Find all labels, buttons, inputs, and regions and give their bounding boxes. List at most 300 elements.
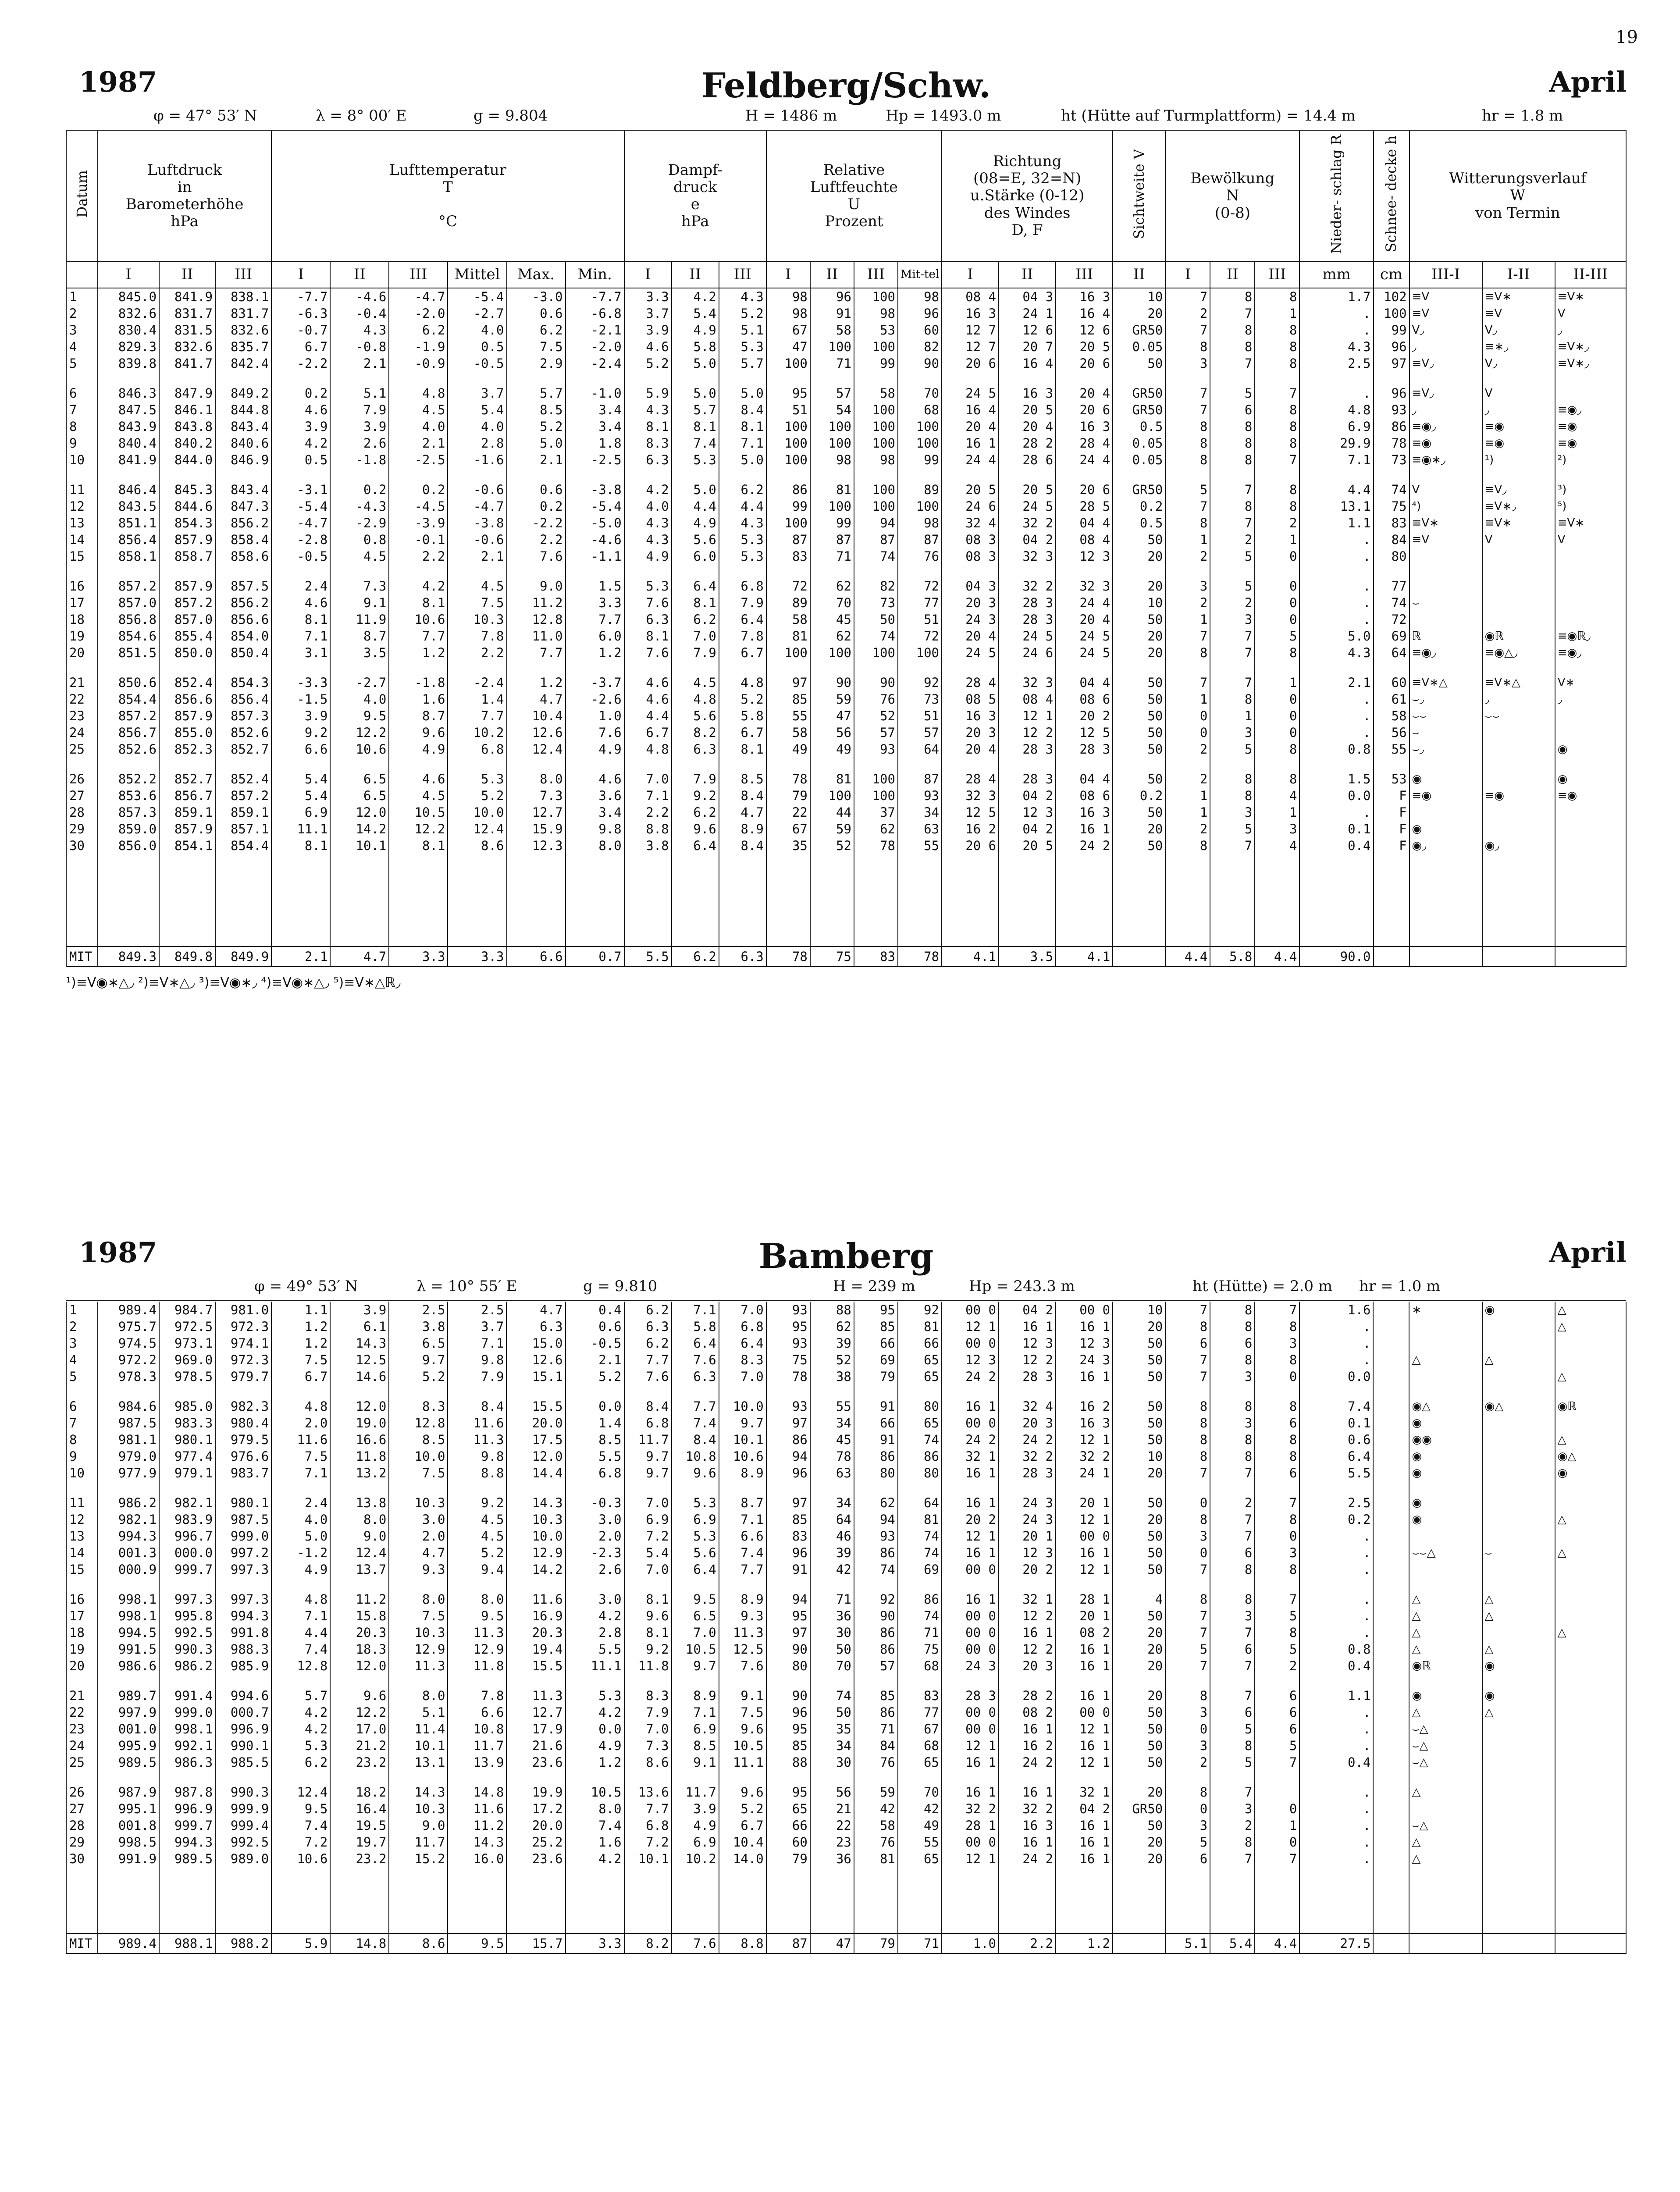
table-cell: 20 — [1113, 1687, 1165, 1704]
table-cell: 4.5 — [448, 1528, 506, 1544]
table-cell: 5.0 — [1299, 628, 1373, 644]
table-cell: 24 2 — [942, 1431, 999, 1448]
table-cell: 32 2 — [999, 515, 1056, 531]
table-cell: 10.0 — [506, 1528, 565, 1544]
table-cell: 20 4 — [999, 418, 1056, 435]
barometer-height: Hp = 1493.0 m — [886, 107, 1001, 125]
table-cell: 30 — [810, 1624, 854, 1641]
table-cell: 4.2 — [566, 1608, 624, 1624]
table-cell: 25.2 — [506, 1834, 565, 1850]
table-cell: 7 — [1210, 1511, 1255, 1528]
table-cell: -4.6 — [566, 531, 624, 548]
table-cell: 2.5 — [389, 1302, 448, 1318]
table-cell: 2 — [1210, 1817, 1255, 1834]
table-cell: 5.0 — [719, 385, 766, 402]
table-cell — [1555, 1704, 1626, 1721]
table-cell: 100 — [810, 435, 854, 452]
table-cell: 4.9 — [672, 322, 719, 338]
table-cell: 3.7 — [448, 385, 506, 402]
table-cell: 16 1 — [1056, 1850, 1113, 1867]
table-cell: ≡∗◞ — [1482, 338, 1555, 355]
table-cell: 95 — [766, 1318, 810, 1335]
table-cell: 989.7 — [98, 1687, 159, 1704]
table-cell: ≡V∗ — [1409, 515, 1482, 531]
table-cell: . — [1299, 1834, 1373, 1850]
table-cell — [1373, 1591, 1409, 1608]
table-cell: 999.0 — [159, 1704, 215, 1721]
table-cell: 8.0 — [330, 1511, 389, 1528]
table-cell: ◉ — [1409, 1448, 1482, 1465]
table-cell: 16 1 — [999, 1318, 1056, 1335]
table-cell: 1.4 — [566, 1415, 624, 1431]
table-cell: 28 4 — [942, 674, 999, 691]
table-cell — [1555, 1817, 1626, 1834]
table-cell: 0.4 — [566, 1302, 624, 1318]
table-cell: 0.0 — [1299, 787, 1373, 804]
table-cell: 24 5 — [942, 644, 999, 661]
table-cell: 0.8 — [330, 531, 389, 548]
table-cell: 92 — [854, 1591, 898, 1608]
table-cell: 11.1 — [271, 821, 330, 837]
table-cell: △ — [1555, 1431, 1626, 1448]
table-cell: 1 — [1165, 787, 1210, 804]
table-cell: 8 — [1210, 771, 1255, 787]
table-cell: 856.7 — [159, 787, 215, 804]
table-cell: . — [1299, 1318, 1373, 1335]
table-cell: 2.1 — [271, 947, 330, 967]
table-cell: 3 — [1165, 1737, 1210, 1754]
table-cell: 16 1 — [1056, 1737, 1113, 1754]
table-cell: 50 — [1113, 1398, 1165, 1415]
table-cell: 2 — [1165, 548, 1210, 565]
table-cell: 8 — [1255, 418, 1299, 435]
table-cell: 3 — [1255, 821, 1299, 837]
table-cell: 5.4 — [624, 1544, 672, 1561]
table-cell: 3.7 — [624, 305, 672, 322]
table-cell: 857.3 — [215, 708, 271, 724]
table-cell: -2.7 — [448, 305, 506, 322]
table-cell: 7 — [1165, 322, 1210, 338]
table-cell: 7.9 — [672, 771, 719, 787]
table-cell: -3.8 — [448, 515, 506, 531]
table-cell: 1.5 — [566, 578, 624, 594]
table-cell: ◉ — [1482, 1302, 1555, 1318]
table-cell: 15 — [66, 1561, 98, 1578]
table-cell: 08 3 — [942, 548, 999, 565]
table-cell: 20 4 — [1056, 611, 1113, 628]
table-cell: 15.5 — [506, 1658, 565, 1674]
table-row — [66, 578, 1626, 594]
table-cell: 7 — [1210, 1465, 1255, 1481]
table-cell: 7.6 — [719, 1658, 766, 1674]
table-cell: 989.4 — [98, 1302, 159, 1318]
table-cell: 50 — [1113, 724, 1165, 741]
table-cell: 10.2 — [448, 724, 506, 741]
table-cell: V◞ — [1482, 355, 1555, 372]
table-cell: 16 4 — [942, 402, 999, 418]
table-cell: △ — [1555, 1544, 1626, 1561]
table-cell: 28 3 — [1056, 741, 1113, 758]
table-cell: 20 — [66, 644, 98, 661]
table-cell: 986.3 — [159, 1754, 215, 1771]
table-cell: -5.4 — [448, 288, 506, 305]
table-cell: 90 — [898, 355, 942, 372]
table-cell — [1374, 947, 1409, 967]
table-cell: 13.2 — [330, 1465, 389, 1481]
table-cell: 68 — [898, 402, 942, 418]
table-cell: 24 1 — [1056, 1465, 1113, 1481]
station-name: Bamberg — [758, 1236, 934, 1276]
table-cell: 0.1 — [1299, 1415, 1373, 1431]
table-cell: 4.7 — [506, 1302, 565, 1318]
monthly-mean-row — [66, 947, 1626, 967]
table-cell: 1.4 — [448, 691, 506, 708]
table-cell: △ — [1482, 1608, 1555, 1624]
table-cell: 15.0 — [506, 1335, 565, 1352]
table-cell: 16 1 — [1056, 1318, 1113, 1335]
table-cell: 7.5 — [389, 1465, 448, 1481]
table-cell: 7.1 — [448, 1335, 506, 1352]
table-cell: . — [1299, 804, 1373, 821]
table-cell: 10.3 — [448, 611, 506, 628]
table-cell: 847.5 — [98, 402, 159, 418]
table-cell: 64 — [1374, 644, 1409, 661]
table-cell: 9.2 — [624, 1641, 672, 1658]
table-cell: 5 — [1165, 1641, 1210, 1658]
table-cell: 10.6 — [330, 741, 389, 758]
table-cell: 989.4 — [98, 1933, 159, 1954]
table-cell: 1 — [1165, 611, 1210, 628]
row-spacer — [66, 893, 1626, 907]
table-cell: 7 — [1210, 1528, 1255, 1544]
table-cell: 846.4 — [98, 481, 159, 498]
table-cell: 996.9 — [159, 1801, 215, 1817]
table-cell: 5.2 — [566, 1368, 624, 1385]
table-cell: 72 — [1374, 611, 1409, 628]
table-cell: 8 — [1255, 435, 1299, 452]
table-cell: 98 — [854, 305, 898, 322]
datum-header: Datum — [73, 170, 90, 218]
table-cell: 6.3 — [672, 741, 719, 758]
table-cell: 50 — [1113, 804, 1165, 821]
table-cell: 16 3 — [999, 1817, 1056, 1834]
table-cell: ℝ — [1409, 628, 1482, 644]
table-cell: 9.7 — [624, 1465, 672, 1481]
table-cell: 8.0 — [448, 1591, 506, 1608]
table-cell: 100 — [898, 498, 942, 515]
table-cell: 100 — [854, 288, 898, 305]
table-cell: 11.1 — [566, 1658, 624, 1674]
table-cell: 0.4 — [1299, 1658, 1373, 1674]
table-cell: 12.0 — [330, 1658, 389, 1674]
table-cell: 985.9 — [215, 1658, 271, 1674]
table-cell: 12 2 — [999, 1608, 1056, 1624]
table-cell: 852.3 — [159, 741, 215, 758]
table-cell: 8 — [1210, 452, 1255, 468]
table-cell: 6.8 — [719, 1318, 766, 1335]
table-cell: 7 — [1255, 1495, 1299, 1511]
table-cell: 9.0 — [389, 1817, 448, 1834]
data-rows — [66, 1302, 1626, 1954]
table-cell: 70 — [898, 385, 942, 402]
table-cell: 16 1 — [999, 1624, 1056, 1641]
table-cell: 12.2 — [330, 1704, 389, 1721]
table-cell: -3.8 — [566, 481, 624, 498]
table-cell: 5.6 — [672, 531, 719, 548]
table-cell: 5 — [1210, 1754, 1255, 1771]
table-cell: 986.6 — [98, 1658, 159, 1674]
table-cell: 4.8 — [1299, 402, 1373, 418]
table-cell: 10 — [1113, 1302, 1165, 1318]
table-cell: 8 — [1210, 1318, 1255, 1335]
table-cell: 997.3 — [159, 1591, 215, 1608]
table-cell: 18.3 — [330, 1641, 389, 1658]
table-cell: 91 — [766, 1561, 810, 1578]
table-row — [66, 1624, 1626, 1641]
table-cell: 79 — [766, 787, 810, 804]
table-cell: 52 — [854, 708, 898, 724]
table-cell: 52 — [810, 1352, 854, 1368]
table-cell — [1373, 1302, 1409, 1318]
table-cell: 2.5 — [1299, 355, 1373, 372]
table-cell: -2.7 — [330, 674, 389, 691]
table-cell: 976.6 — [215, 1448, 271, 1465]
table-cell: 12 5 — [1056, 724, 1113, 741]
table-cell: 86 — [766, 481, 810, 498]
table-cell: 4 — [1113, 1591, 1165, 1608]
table-cell: 16.4 — [330, 1801, 389, 1817]
table-cell: 9.6 — [389, 724, 448, 741]
table-cell: 16 — [66, 1591, 98, 1608]
table-cell: 857.2 — [98, 708, 159, 724]
table-cell: 994.3 — [215, 1608, 271, 1624]
table-cell: 4.9 — [566, 1737, 624, 1754]
table-cell: 6.2 — [719, 481, 766, 498]
table-cell: △ — [1409, 1784, 1482, 1801]
table-cell: 10.3 — [389, 1495, 448, 1511]
table-cell — [1373, 1834, 1409, 1850]
table-cell — [1482, 1754, 1555, 1771]
table-cell: 50 — [1113, 837, 1165, 854]
table-cell: 1.5 — [1299, 771, 1373, 787]
table-cell: 50 — [1113, 1721, 1165, 1737]
table-cell: 24 1 — [999, 305, 1056, 322]
table-cell: ◞ — [1555, 322, 1626, 338]
table-cell: 6.0 — [672, 548, 719, 565]
table-cell: 2.8 — [566, 1624, 624, 1641]
table-cell: 2 — [1165, 594, 1210, 611]
table-cell: 14.3 — [389, 1784, 448, 1801]
table-cell: 15.9 — [507, 821, 566, 837]
table-cell: 998.1 — [98, 1591, 159, 1608]
table-cell: 5 — [1210, 821, 1255, 837]
table-cell: . — [1299, 578, 1373, 594]
table-cell: 32 2 — [999, 578, 1056, 594]
table-cell: -2.9 — [330, 515, 389, 531]
table-cell: -0.5 — [566, 1335, 624, 1352]
table-cell: 34 — [898, 804, 942, 821]
table-cell: 76 — [854, 1834, 898, 1850]
table-cell: 858.1 — [98, 548, 159, 565]
table-cell: 8 — [1165, 1415, 1210, 1431]
table-cell: 7 — [1165, 1465, 1210, 1481]
table-cell: 72 — [898, 578, 942, 594]
table-cell: 7 — [1255, 1302, 1299, 1318]
table-cell: 74 — [810, 1687, 854, 1704]
table-cell: 74 — [898, 1544, 942, 1561]
table-row — [66, 1641, 1626, 1658]
table-cell — [1482, 1318, 1555, 1335]
table-cell: 28 2 — [999, 435, 1056, 452]
table-cell: 16 4 — [999, 355, 1056, 372]
table-cell: 4.5 — [672, 674, 719, 691]
table-cell — [1373, 1448, 1409, 1465]
table-cell: 57 — [898, 724, 942, 741]
table-cell: ◉ — [1555, 741, 1626, 758]
table-row — [66, 724, 1626, 741]
table-cell — [1482, 804, 1555, 821]
table-cell: 8 — [1210, 435, 1255, 452]
table-cell: 6.9 — [672, 1834, 719, 1850]
table-cell: 10.5 — [389, 804, 448, 821]
table-cell: 29.9 — [1299, 435, 1373, 452]
table-cell: 6.5 — [330, 787, 389, 804]
table-cell: 11.9 — [330, 611, 389, 628]
table-cell: 10.2 — [672, 1850, 719, 1867]
table-cell: 5.9 — [624, 385, 672, 402]
table-cell: 6.7 — [271, 338, 330, 355]
table-cell: 849.9 — [215, 947, 271, 967]
table-cell: 20 7 — [999, 338, 1056, 355]
table-cell: 9.1 — [672, 1754, 719, 1771]
table-cell: 23.2 — [330, 1850, 389, 1867]
table-cell: 57 — [854, 1658, 898, 1674]
table-cell: 91 — [854, 1431, 898, 1448]
table-cell: 50 — [1113, 611, 1165, 628]
table-cell: 28 3 — [999, 1368, 1056, 1385]
table-cell: 32 2 — [999, 1801, 1056, 1817]
table-cell: 9.7 — [672, 1658, 719, 1674]
table-cell: 81 — [898, 1511, 942, 1528]
table-cell: 9.2 — [448, 1495, 506, 1511]
table-cell: 845.0 — [98, 288, 159, 305]
table-cell: ≡V◞ — [1482, 481, 1555, 498]
wind-header: Richtung (08=E, 32=N) u.Stärke (0-12) des Windes D, F — [942, 130, 1113, 262]
table-cell: 856.6 — [215, 611, 271, 628]
table-cell: 86 — [1374, 418, 1409, 435]
table-cell: 8 — [1210, 1834, 1255, 1850]
table-cell: 100 — [854, 644, 898, 661]
table-cell: 9.5 — [330, 708, 389, 724]
table-cell: 6.5 — [672, 1608, 719, 1624]
table-cell: 10 — [66, 452, 98, 468]
table-cell: 8.3 — [624, 1687, 672, 1704]
table-cell: 9.6 — [719, 1721, 766, 1737]
gauge-height: hr = 1.0 m — [1359, 1277, 1441, 1295]
table-cell: 1 — [1210, 708, 1255, 724]
table-cell: 65 — [898, 1850, 942, 1867]
table-cell: 3 — [1210, 724, 1255, 741]
table-cell: 4 — [66, 338, 98, 355]
table-cell: ≡V∗◞ — [1555, 355, 1626, 372]
table-cell: . — [1299, 322, 1373, 338]
table-cell: 987.5 — [98, 1415, 159, 1431]
table-cell: V◞ — [1409, 322, 1482, 338]
table-cell: 0.5 — [1113, 515, 1165, 531]
table-cell: 3.3 — [566, 1933, 624, 1954]
table-cell: 27 — [66, 787, 98, 804]
table-cell: -2.2 — [271, 355, 330, 372]
table-cell: 6.4 — [672, 1335, 719, 1352]
table-cell: 8 — [1255, 1318, 1299, 1335]
table-cell: 16 1 — [1056, 1834, 1113, 1850]
table-cell: ≡◉∗◞ — [1409, 452, 1482, 468]
table-cell: 32 3 — [999, 674, 1056, 691]
table-cell — [1409, 611, 1482, 628]
table-cell — [1555, 1335, 1626, 1352]
table-row — [66, 481, 1626, 498]
table-cell: 0 — [1255, 708, 1299, 724]
table-cell: 0.2 — [507, 498, 566, 515]
table-cell: ≡V — [1409, 531, 1482, 548]
table-cell: 4.6 — [271, 594, 330, 611]
table-cell: 8.5 — [719, 771, 766, 787]
table-cell: 7.1 — [672, 1704, 719, 1721]
niederschlag-header: Nieder- schlag R — [1328, 134, 1345, 254]
table-cell: 15 — [66, 548, 98, 565]
table-cell — [1373, 1335, 1409, 1352]
table-cell: 96 — [766, 1704, 810, 1721]
table-cell — [1373, 1721, 1409, 1737]
table-cell: △ — [1409, 1641, 1482, 1658]
table-cell: 81 — [810, 771, 854, 787]
table-cell: 10.3 — [389, 1624, 448, 1641]
table-cell: GR50 — [1113, 385, 1165, 402]
table-cell: 9.2 — [271, 724, 330, 741]
table-row — [66, 338, 1626, 355]
table-cell — [1482, 1528, 1555, 1544]
table-cell: 7.6 — [624, 1368, 672, 1385]
table-cell: 4.4 — [719, 498, 766, 515]
row-spacer — [66, 468, 1626, 481]
table-cell: 5.5 — [566, 1448, 624, 1465]
table-cell: 16 1 — [999, 1721, 1056, 1737]
table-cell: 87 — [766, 531, 810, 548]
table-cell: 3 — [1210, 1801, 1255, 1817]
table-cell: 74 — [1374, 594, 1409, 611]
table-cell: ⌣△ — [1409, 1737, 1482, 1754]
table-row — [66, 531, 1626, 548]
table-cell: 12.9 — [389, 1641, 448, 1658]
table-cell: . — [1299, 1608, 1373, 1624]
month: April — [1549, 66, 1627, 99]
table-cell: 3 — [1165, 1704, 1210, 1721]
table-cell: 5 — [1165, 1834, 1210, 1850]
table-cell: 6 — [1255, 1721, 1299, 1737]
table-cell: 982.1 — [98, 1511, 159, 1528]
table-cell: 838.1 — [215, 288, 271, 305]
table-cell: 5.0 — [672, 481, 719, 498]
table-cell: 98 — [898, 288, 942, 305]
table-cell: 85 — [766, 1511, 810, 1528]
table-cell: 102 — [1374, 288, 1409, 305]
table-cell: 12.0 — [330, 1398, 389, 1415]
table-cell: 5 — [1210, 385, 1255, 402]
table-cell: ◞ — [1409, 402, 1482, 418]
table-cell: 12 2 — [999, 724, 1056, 741]
table-cell: 11.1 — [719, 1754, 766, 1771]
table-cell: 11.7 — [672, 1784, 719, 1801]
